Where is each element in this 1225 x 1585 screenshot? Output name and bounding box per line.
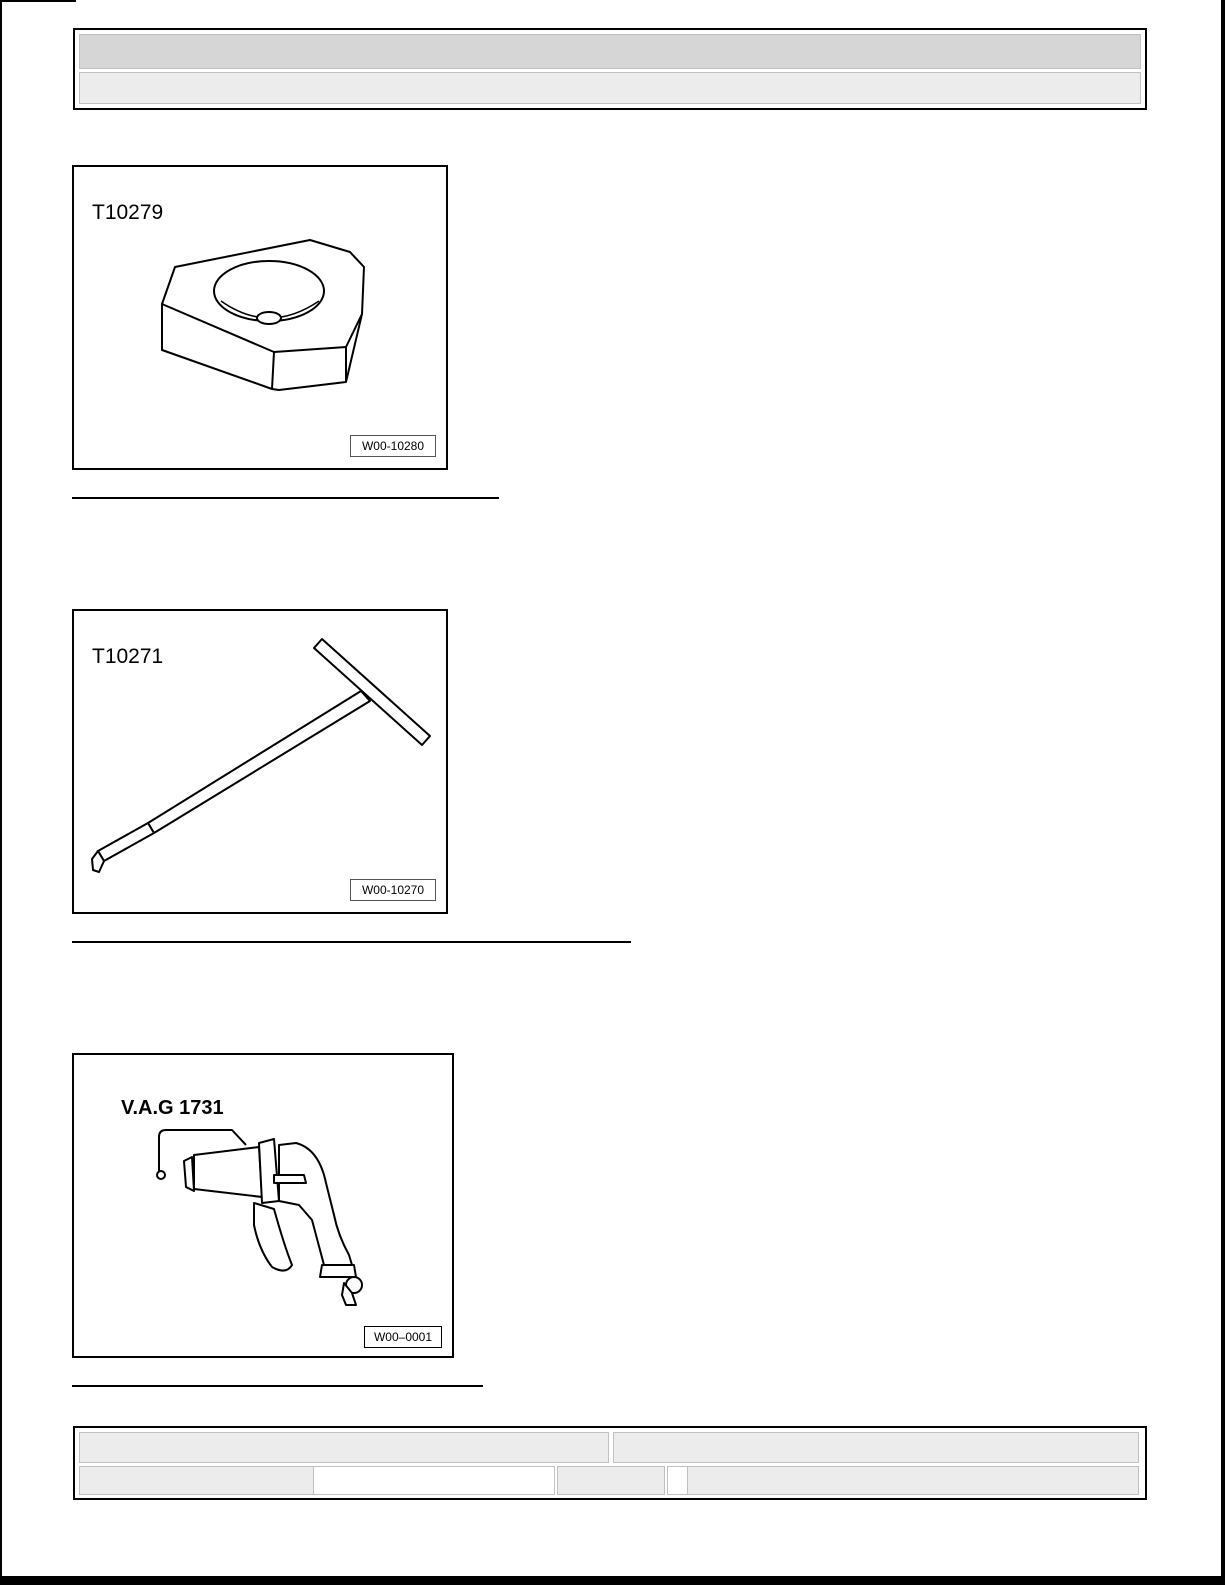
header-table — [73, 28, 1147, 110]
footer-cell — [79, 1466, 315, 1495]
footer-cell — [687, 1466, 1139, 1495]
section-divider — [72, 1385, 483, 1387]
image-ref-label: W00–0001 — [364, 1326, 442, 1348]
header-title-row — [79, 34, 1141, 69]
page-border-bottom — [0, 1576, 1225, 1585]
footer-cell — [667, 1466, 689, 1495]
footer-cell — [79, 1432, 609, 1463]
page-border-right — [1221, 0, 1225, 1585]
header-subtitle-row — [79, 72, 1141, 104]
tool-number-label: T10279 — [92, 201, 164, 224]
image-ref-label: W00-10270 — [350, 879, 436, 901]
page-border-top — [0, 0, 76, 2]
page-border-left — [0, 0, 2, 1585]
footer-cell — [557, 1466, 665, 1495]
tool-number-label: T10271 — [92, 645, 164, 668]
figure-vag1731 — [72, 1053, 454, 1358]
image-ref-label: W00-10280 — [350, 435, 436, 457]
tool-number-label: V.A.G 1731 — [121, 1097, 224, 1119]
footer-cell — [613, 1432, 1139, 1463]
section-divider — [72, 497, 499, 499]
footer-table — [73, 1426, 1147, 1500]
figure-t10279 — [72, 165, 448, 470]
section-divider — [72, 941, 631, 943]
footer-cell — [313, 1466, 555, 1495]
figure-t10271 — [72, 609, 448, 914]
